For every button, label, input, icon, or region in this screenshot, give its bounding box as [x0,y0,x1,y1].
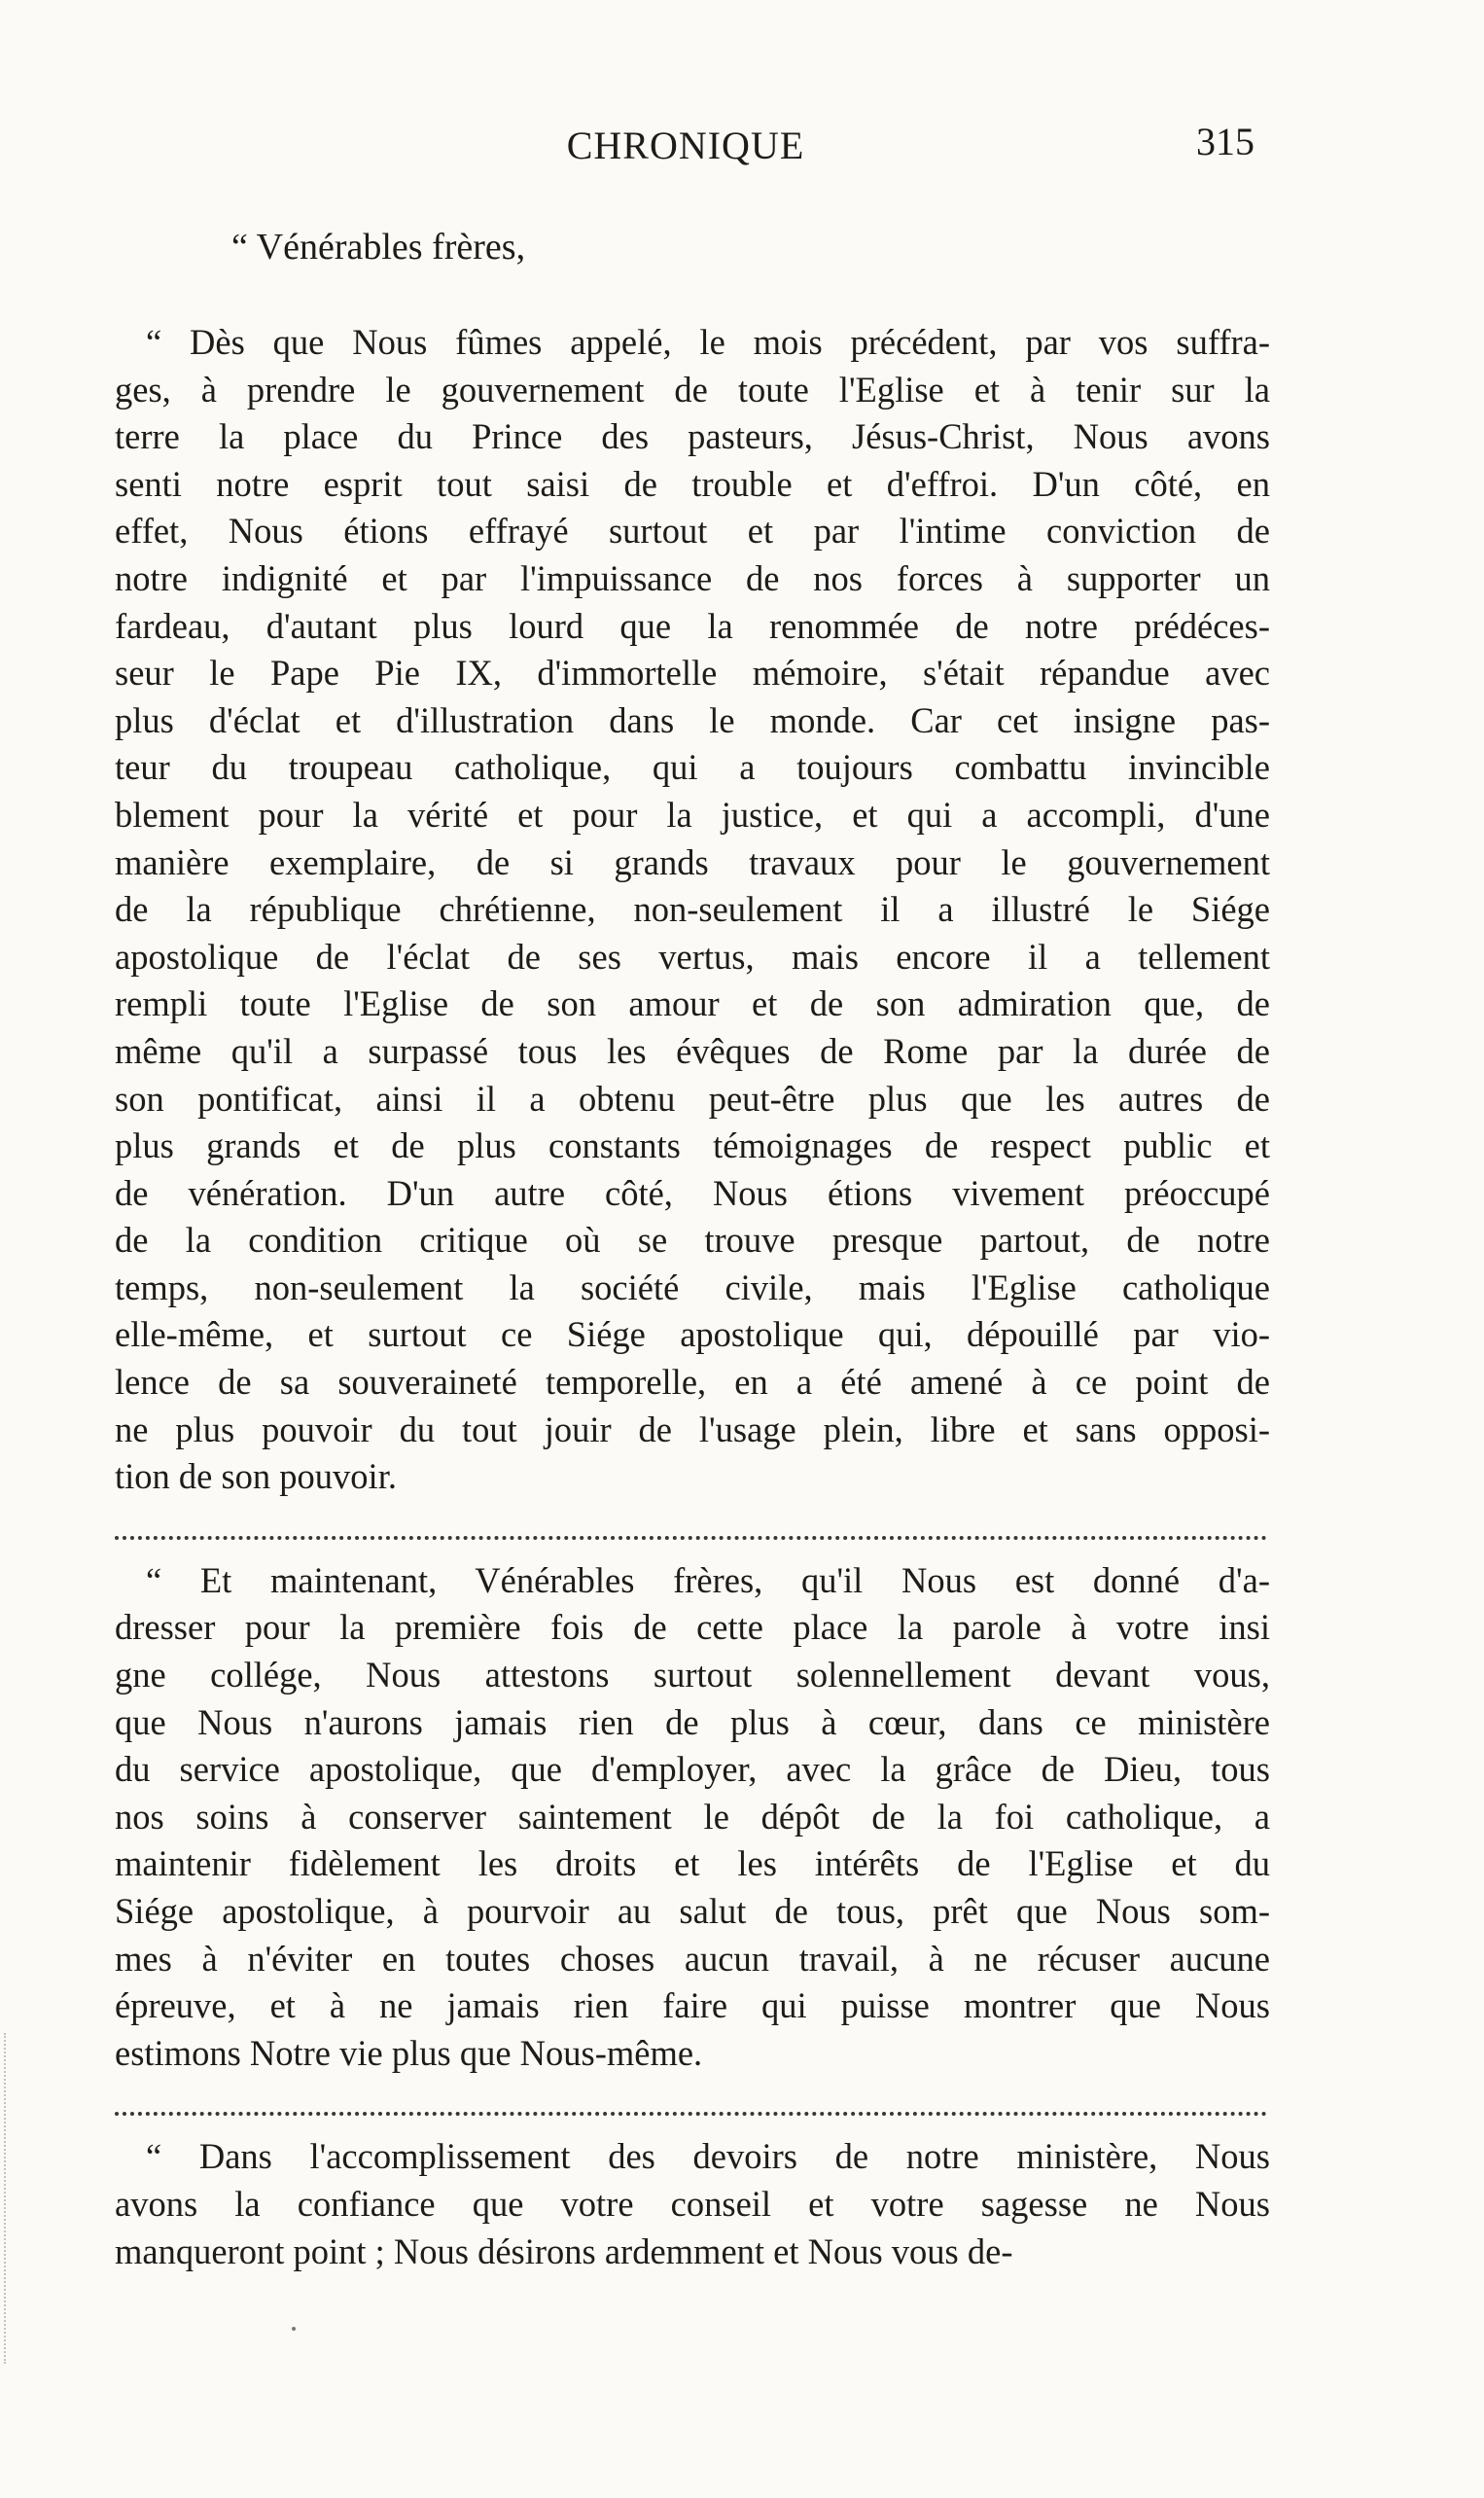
running-title: CHRONIQUE [566,124,805,167]
text-line: Siége apostolique, à pourvoir au salut de tous, prêt que Nous som- [115,1891,1270,1931]
text-line: plus grands et de plus constants témoignages de respect public et [115,1125,1270,1166]
text-line: seur le Pape Pie IX, d'immortelle mémoire, s'était répandue avec [115,653,1270,694]
text-line: manière exemplaire, de si grands travaux pour le gouvernement [115,841,1270,882]
paragraph-2 [115,1557,1270,2078]
text-line: rempli toute l'Eglise de son amour et de son admiration que, de [115,983,1270,1024]
text-line: manqueront point ; Nous désirons ardemment et Nous vous de- [115,2230,1013,2271]
ellipsis-divider [115,2079,1267,2116]
text-line: senti notre esprit tout saisi de trouble et d'effroi. D'un côté, en [115,463,1270,504]
margin-scan-mark [4,2033,9,2364]
text-line: notre indignité et par l'impuissance de nos forces à supporter un [115,557,1270,598]
text-line: de la république chrétienne, non-seulement il a illustré le Siége [115,889,1270,930]
text-line: que Nous n'aurons jamais rien de plus à cœur, dans ce ministère [115,1701,1270,1742]
ellipsis-divider [115,1503,1267,1540]
scan-speck [292,2327,296,2331]
text-line: teur du troupeau catholique, qui a toujours combattu invincible [115,747,1270,788]
paragraph-1 [115,319,1270,1501]
text-line: de la condition critique où se trouve presque partout, de notre [115,1220,1270,1261]
text-line: blement pour la vérité et pour la justice, et qui a accompli, d'une [115,794,1270,835]
text-line: épreuve, et à ne jamais rien faire qui puisse montrer que Nous [115,1985,1270,2026]
text-line: “ Et maintenant, Vénérables frères, qu'il Nous est donné d'a- [146,1559,1270,1600]
text-line: maintenir fidèlement les droits et les intérêts de l'Eglise et du [115,1843,1270,1884]
page-number: 315 [1196,120,1254,163]
text-line: lence de sa souveraineté temporelle, en a été amené à ce point de [115,1362,1270,1403]
text-line: tion de son pouvoir. [115,1456,397,1497]
text-line: ges, à prendre le gouvernement de toute l'Eglise et à tenir sur la [115,369,1270,410]
text-line: terre la place du Prince des pasteurs, Jésus-Christ, Nous avons [115,416,1270,457]
text-line: son pontificat, ainsi il a obtenu peut-être plus que les autres de [115,1078,1270,1119]
text-block [115,224,1270,2275]
salutation: “ Vénérables frères, [231,227,526,268]
text-line: apostolique de l'éclat de ses vertus, mais encore il a tellement [115,936,1270,977]
running-head [117,115,1254,173]
text-line: “ Dans l'accomplissement des devoirs de notre ministère, Nous [146,2136,1270,2177]
text-line: du service apostolique, que d'employer, avec la grâce de Dieu, tous [115,1749,1270,1790]
paragraph-3 [115,2133,1270,2275]
text-line: même qu'il a surpassé tous les évêques de Rome par la durée de [115,1030,1270,1071]
text-line: gne collége, Nous attestons surtout solennellement devant vous, [115,1655,1270,1695]
text-line: dresser pour la première fois de cette place la parole à votre insi [115,1607,1270,1648]
text-line: estimons Notre vie plus que Nous-même. [115,2032,703,2073]
text-line: de vénération. D'un autre côté, Nous étions vivement préoccupé [115,1172,1270,1213]
text-line: avons la confiance que votre conseil et votre sagesse ne Nous [115,2183,1270,2224]
text-line: fardeau, d'autant plus lourd que la renommée de notre prédéces- [115,605,1270,646]
text-line: elle-même, et surtout ce Siége apostolique qui, dépouillé par vio- [115,1314,1270,1355]
text-line: temps, non-seulement la société civile, mais l'Eglise catholique [115,1267,1270,1307]
text-line: “ Dès que Nous fûmes appelé, le mois précédent, par vos suffra- [146,322,1270,362]
text-line: effet, Nous étions effrayé surtout et par l'intime conviction de [115,511,1270,552]
text-line: mes à n'éviter en toutes choses aucun travail, à ne récuser aucune [115,1938,1270,1979]
text-line: nos soins à conserver saintement le dépôt de la foi catholique, a [115,1796,1270,1837]
text-line: plus d'éclat et d'illustration dans le monde. Car cet insigne pas- [115,699,1270,740]
text-line: ne plus pouvoir du tout jouir de l'usage plein, libre et sans opposi- [115,1409,1270,1449]
